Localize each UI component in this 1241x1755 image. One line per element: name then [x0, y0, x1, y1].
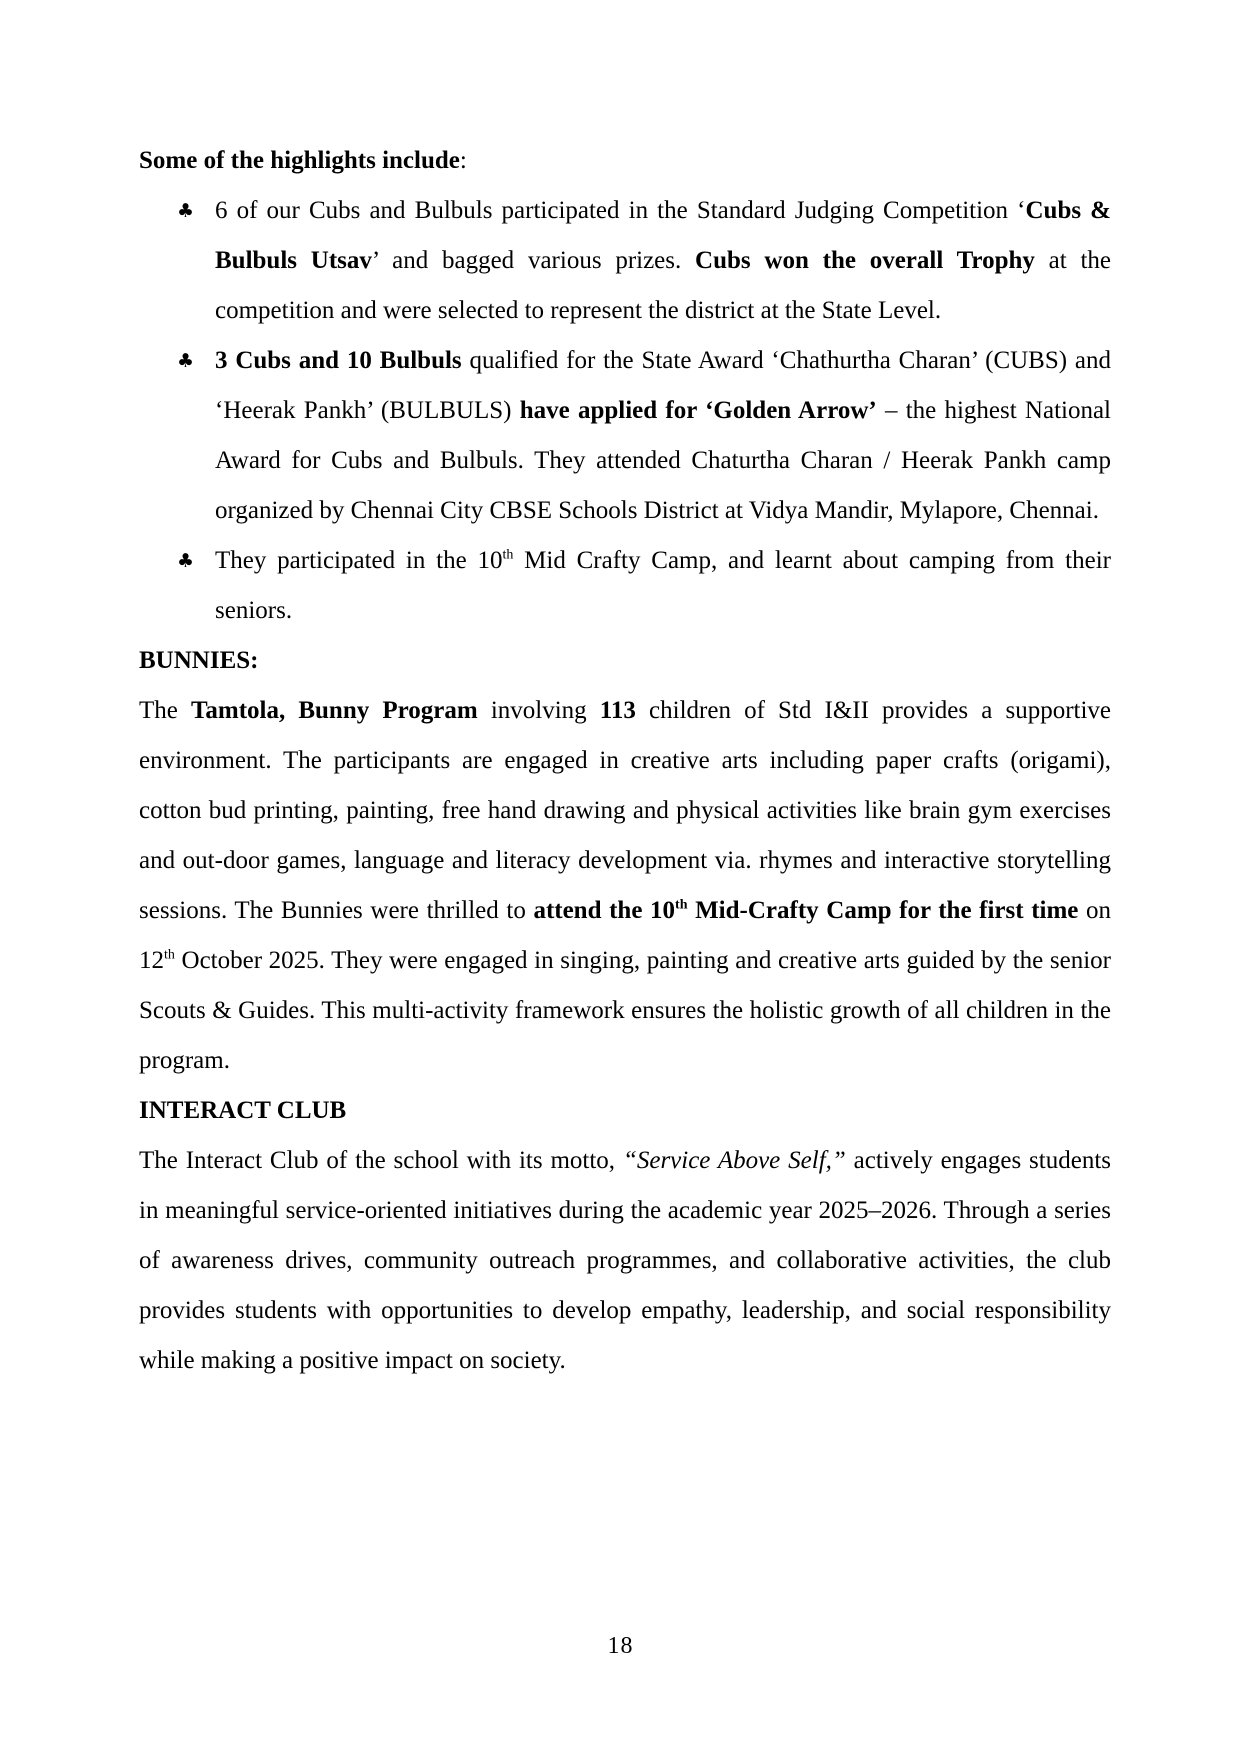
bunnies-heading: BUNNIES: [139, 647, 259, 674]
highlight-item: ♣ 3 Cubs and 10 Bulbuls qualified for the State Award ‘Chathurtha Charan’ (CUBS) and ‘Heerak Pankh’ (BULBULS) have applied for ‘Golden Arrow’ – the highest National Award for Cubs and Bulbuls. They attended Chaturtha Charan / Heerak Pankh camp organized by Chennai City CBSE Schools District at Vidya Mandir, Mylapore, Chennai. [139, 336, 1111, 536]
highlight-item: ♣ They participated in the 10th Mid Crafty Camp, and learnt about camping from their seniors. [139, 536, 1111, 636]
interact-club-paragraph: The Interact Club of the school with its motto, “Service Above Self,” actively engages students in meaningful service-oriented initiatives during the academic year 2025–2026. Through a series of awareness drives, community outreach programmes, and collaborative activities, the club provides students with opportunities to develop empathy, leadership, and social responsibility while making a positive impact on society. [139, 1147, 1111, 1374]
club-bullet-icon: ♣ [177, 550, 195, 572]
highlights-heading-text: Some of the highlights include [139, 147, 460, 174]
highlight-item: ♣ 6 of our Cubs and Bulbuls participated in the Standard Judging Competition ‘Cubs & Bulbuls Utsav’ and bagged various prizes. Cubs won the overall Trophy at the competition and were selected to represent the district at the State Level. [139, 186, 1111, 336]
club-motto: “Service Above Self,” [622, 1147, 846, 1174]
bunnies-paragraph: The Tamtola, Bunny Program involving 113 children of Std I&II provides a supportive environment. The participants are engaged in creative arts including paper crafts (origami), cotton bud printing, painting, free hand drawing and physical activities like brain gym exercises and out-door games, language and literacy development via. rhymes and interactive storytelling sessions. The Bunnies were thrilled to attend the 10th Mid-Crafty Camp for the first time on 12th October 2025. They were engaged in singing, painting and creative arts guided by the senior Scouts & Guides. This multi-activity framework ensures the holistic growth of all children in the program. [139, 697, 1112, 1074]
highlights-list [139, 186, 1111, 636]
page-number: 18 [607, 1633, 634, 1659]
highlights-heading-colon: : [459, 147, 467, 174]
club-bullet-icon: ♣ [177, 350, 195, 372]
interact-club-heading: INTERACT CLUB [139, 1097, 347, 1124]
page-content [139, 136, 1111, 1386]
club-bullet-icon: ♣ [177, 200, 195, 222]
highlights-heading [139, 136, 1111, 186]
